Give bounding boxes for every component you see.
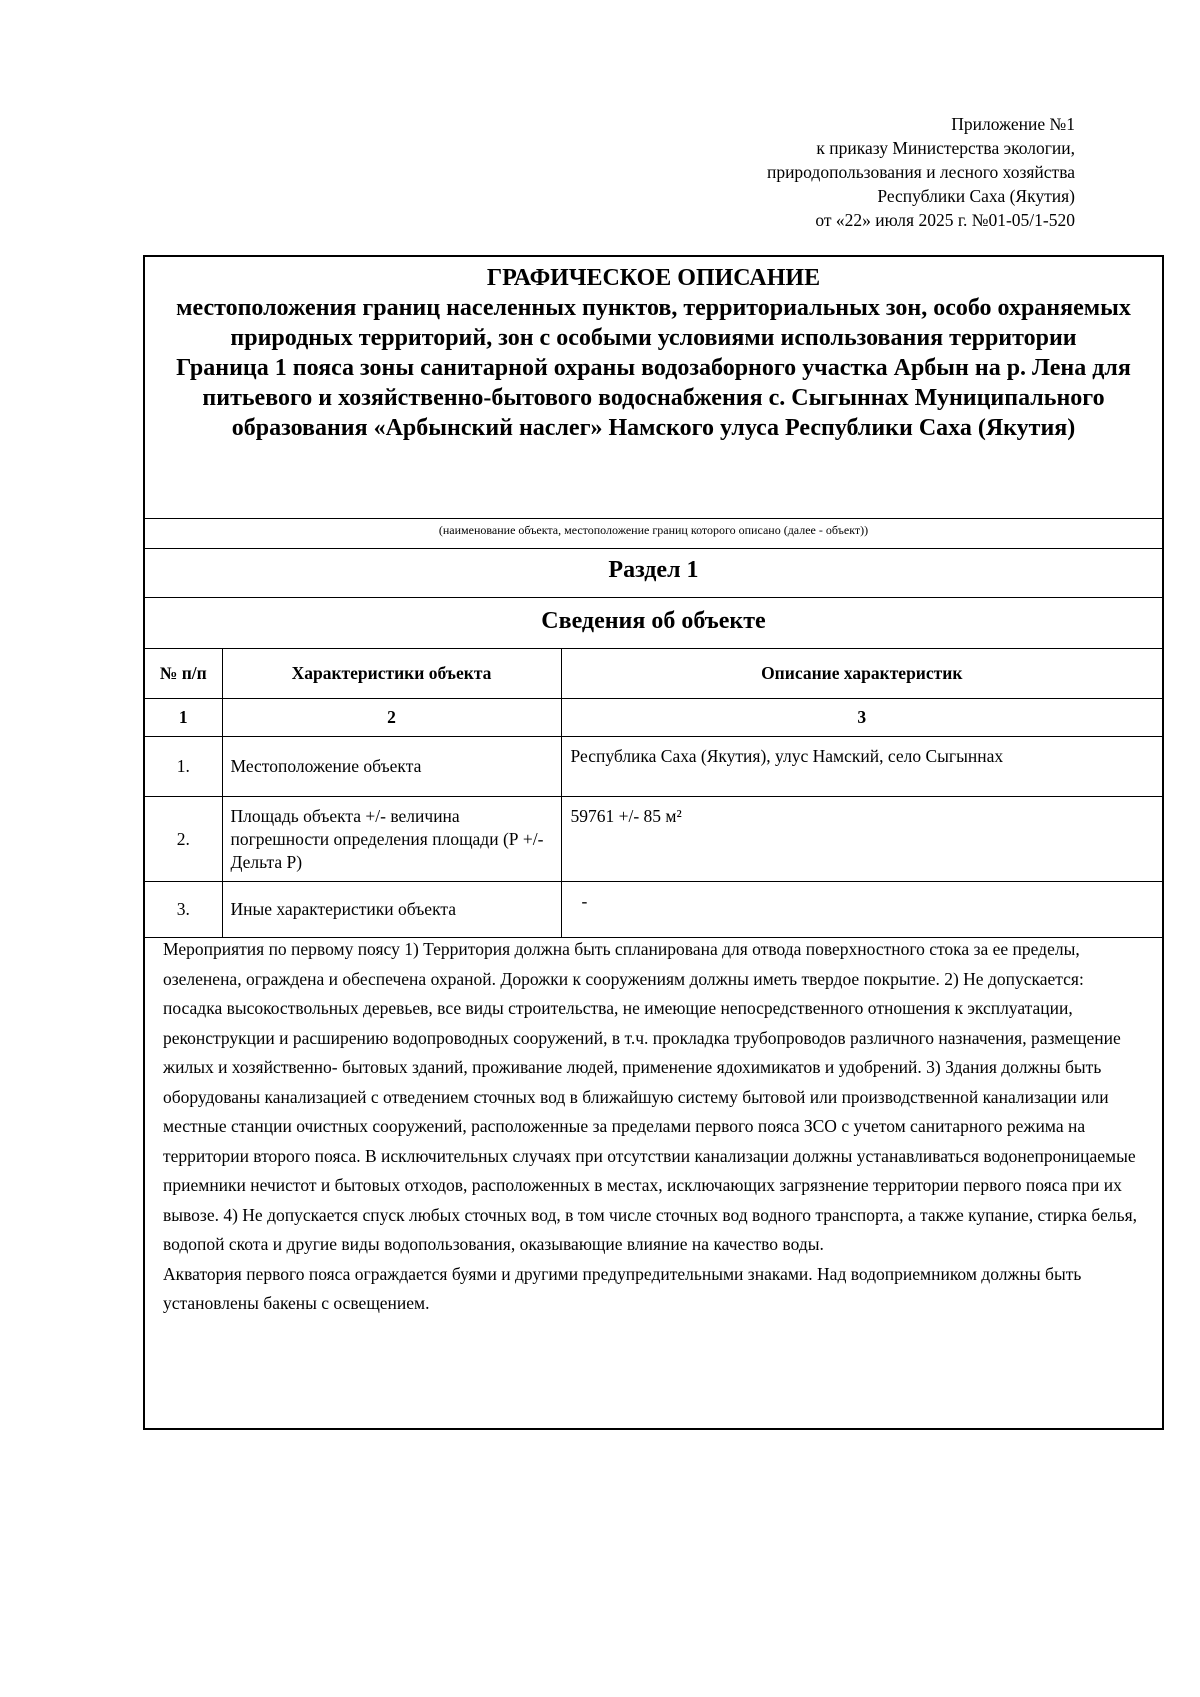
row-description: 59761 +/- 85 м² — [561, 797, 1162, 882]
row-number: 3. — [145, 882, 222, 938]
column-number-row — [145, 699, 1162, 737]
column-header-number: № п/п — [145, 648, 222, 699]
object-info-table — [145, 648, 1162, 938]
row-number: 1. — [145, 737, 222, 797]
row-description: - — [561, 882, 1162, 938]
object-name-caption: (наименование объекта, местоположение границ которого описано (далее - объект)) — [145, 518, 1162, 549]
appendix-line: природопользования и лесного хозяйства — [766, 162, 1075, 182]
column-number: 1 — [145, 699, 222, 737]
row-characteristic: Местоположение объекта — [222, 737, 561, 797]
measures-paragraph: Акватория первого пояса ограждается буями и другими предупредительными знаками. Над водоприемником должны быть установлены бакены с освещением. — [163, 1263, 1082, 1313]
document-subtitle: местоположения границ населенных пунктов, территориальных зон, особо охраняемых природных территорий, зон с особыми условиями использования территории — [176, 295, 1131, 351]
row-characteristic: Иные характеристики объекта — [222, 882, 561, 938]
table-row — [145, 737, 1162, 797]
appendix-line: Приложение №1 — [951, 114, 1075, 134]
appendix-line: Республики Саха (Якутия) — [877, 186, 1075, 206]
column-number: 3 — [561, 699, 1162, 737]
table-row — [145, 797, 1162, 882]
section-label: Раздел 1 — [145, 548, 1162, 598]
title-block — [145, 257, 1162, 519]
appendix-block — [555, 112, 1075, 232]
row-characteristic: Площадь объекта +/- величина погрешности определения площади (Р +/- Дельта Р) — [222, 797, 561, 882]
measures-paragraph: оборудованы канализацией с отведением сточных вод в ближайшую систему бытовой или производственной канализации или местные станции очистных сооружений, расположенные за пределами первого пояса ЗСО с учетом санитарного режима на территории второго пояса. В исключительных случаях при отсутствии канализации должны устанавливаться водонепроницаемые приемники нечистот и бытовых отходов, расположенных в местах, исключающих загрязнение территории первого пояса при их вывозе. 4) Не допускается спуск любых сточных вод, в том числе сточных вод водного транспорта, а также купание, стирка белья, водопой скота и другие виды водопользования, оказывающие влияние на качество воды. — [163, 1086, 1138, 1254]
column-header-description: Описание характеристик — [561, 648, 1162, 699]
row-description: Республика Саха (Якутия), улус Намский, село Сыгыннах — [561, 737, 1162, 797]
object-name: Граница 1 пояса зоны санитарной охраны водозаборного участка Арбын на р. Лена для питьевого и хозяйственно-бытового водоснабжения с. Сыгыннах Муниципального образования «Арбынский наслег» Намского улуса Республики Саха (Якутия) — [176, 355, 1131, 441]
appendix-line: к приказу Министерства экологии, — [816, 138, 1075, 158]
row-number: 2. — [145, 797, 222, 882]
column-header-characteristic: Характеристики объекта — [222, 648, 561, 699]
measures-paragraph: Мероприятия по первому поясу 1) Территория должна быть спланирована для отвода поверхностного стока за ее пределы, озеленена, ограждена и обеспечена охраной. Дорожки к сооружениям должны иметь твердое покрытие. 2) Не допускается: посадка высокоствольных деревьев, все виды строительства, не имеющие непосредственного отношения к эксплуатации, реконструкции и расширению водопроводных сооружений, в т.ч. прокладка трубопроводов различного назначения, размещение жилых и хозяйственно- бытовых зданий, проживание людей, применение ядохимикатов и удобрений. 3) Здания должны быть — [163, 939, 1121, 1077]
measures-text — [145, 929, 1162, 1319]
document-title: ГРАФИЧЕСКОЕ ОПИСАНИЕ — [486, 265, 821, 291]
table-header-row — [145, 648, 1162, 699]
section-heading: Сведения об объекте — [145, 597, 1162, 649]
appendix-line: от «22» июля 2025 г. №01-05/1-520 — [815, 210, 1075, 230]
column-number: 2 — [222, 699, 561, 737]
document-frame — [143, 255, 1164, 1430]
